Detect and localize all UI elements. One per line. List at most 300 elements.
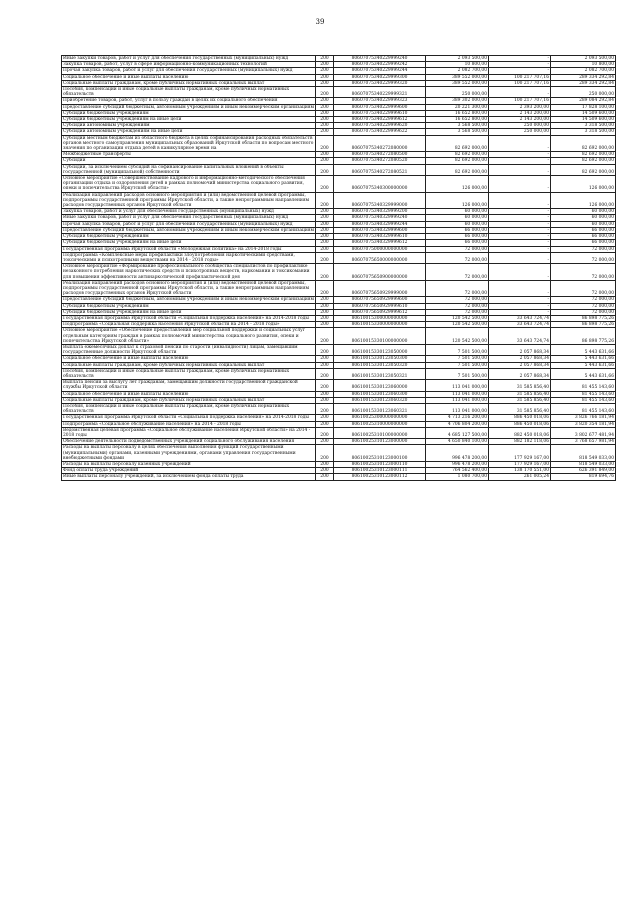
row-approved-amount: 3 568 500,00 (426, 129, 489, 135)
row-code: 200 (316, 104, 334, 110)
row-classification-code: 80610025310123000100 (334, 445, 426, 462)
row-code: 200 (316, 98, 334, 104)
row-executed-amount: 2 143 200,00 (489, 110, 551, 116)
row-name: Субсидии автономным учреждениям (62, 123, 316, 129)
row-unexecuted-amount: 72 000,00 (551, 297, 616, 303)
row-unexecuted-amount: 3 318 500,00 (551, 129, 616, 135)
row-approved-amount: 60 000,00 (426, 221, 489, 227)
row-name: Предоставление субсидий бюджетным, автономным учреждениям и иным некоммерческим организациям (63, 297, 314, 303)
row-approved-amount: 66 000,00 (426, 227, 489, 233)
row-code: 200 (316, 368, 334, 379)
row-executed-amount: 2 393 200,00 (489, 104, 551, 110)
row-code: 200 (316, 135, 334, 152)
row-classification-code: 80607075340229999240 (334, 56, 426, 62)
row-unexecuted-amount: 81 455 143,60 (551, 403, 616, 414)
row-name: Иные закупки товаров, работ и услуг для обеспечения государственных (муниципальных) нужд (62, 56, 316, 62)
row-classification-code: 80607075340229999600 (334, 104, 426, 110)
row-approved-amount: 4 650 840 100,00 (426, 439, 489, 445)
row-name: Выплата пенсии за выслугу лет гражданам, замещавшим должности государственной гражданской службы Иркутской области (62, 380, 316, 391)
row-classification-code: 80610015330123060300 (334, 391, 426, 397)
row-name: Закупка товаров, работ и услуг для обеспечения государственных (муниципальных) нужд (62, 209, 316, 215)
row-code: 200 (316, 427, 334, 438)
row-unexecuted-amount: 66 000,00 (551, 240, 616, 246)
row-approved-amount: 20 221 300,00 (426, 104, 489, 110)
table-row (62, 344, 616, 355)
row-code: 200 (316, 176, 334, 193)
row-executed-amount: 177 929 167,00 (489, 462, 551, 468)
row-unexecuted-amount: 72 000,00 (551, 280, 616, 297)
row-executed-amount: - (489, 56, 551, 62)
row-unexecuted-amount: 72 000,00 (551, 264, 616, 281)
row-name: Подпрограмма «Комплексные меры профилактики злоупотребления наркотическими средствами, токсическими и психотропными веществами на 2014 - 2018 годы» (62, 252, 316, 263)
row-classification-code: 80607075340229999321 (334, 87, 426, 98)
row-name: Государственная программа Иркутской области «Молодежная политика» на 2014-2018 годы (62, 246, 316, 252)
row-approved-amount: 2 093 500,00 (426, 56, 489, 62)
row-name: Основное мероприятие «Совершенствование кадрового и информационно-методического обеспечения организации отдыха и оздоровления детей в рамках полномочий министерства социального развития, опеки и попечительства Иркутской области» (62, 176, 316, 193)
row-classification-code: 80607075340229999323 (334, 98, 426, 104)
row-approved-amount: 72 000,00 (426, 309, 489, 315)
row-approved-amount: 7 501 500,00 (426, 368, 489, 379)
row-unexecuted-amount: 86 898 775,26 (551, 315, 616, 321)
row-unexecuted-amount: 86 898 775,26 (551, 322, 616, 328)
row-classification-code: 80607075000000000000 (334, 246, 426, 252)
row-executed-amount: - (489, 152, 551, 158)
row-approved-amount: 113 041 000,00 (426, 391, 489, 397)
row-executed-amount: 2 143 200,00 (489, 117, 551, 123)
row-classification-code: 80607075340329999610 (334, 234, 426, 240)
row-name: Расходы на выплаты персоналу в целях обеспечения выполнения функций государственными (муниципальными) органами, казенными учреждениями, органами управления государственными внебюджетными фондами (62, 445, 316, 462)
row-classification-code: 80607075340329999200 (334, 209, 426, 215)
row-name: Иные закупки товаров, работ и услуг для обеспечения государственных (муниципальных) нужд (62, 215, 316, 221)
row-code: 200 (316, 264, 334, 281)
row-unexecuted-amount: 289 084 292,84 (551, 98, 616, 104)
row-executed-amount: 250 000,00 (489, 123, 551, 129)
row-code: 200 (316, 297, 334, 303)
row-executed-amount: - (489, 246, 551, 252)
table-row (62, 280, 616, 297)
row-approved-amount: 10 800,00 (426, 62, 489, 68)
row-classification-code: 80607075340329999240 (334, 215, 426, 221)
row-name: Субсидии бюджетным учреждениям на иные цели (62, 309, 316, 315)
row-name: Предоставление субсидий бюджетным, автономным учреждениям и иным некоммерческим организациям (63, 227, 314, 233)
row-executed-amount: 100 217 707,16 (489, 74, 551, 80)
row-classification-code: 80607075340272080520 (334, 158, 426, 164)
row-unexecuted-amount: 72 000,00 (551, 309, 616, 315)
table-row (62, 135, 616, 152)
row-code: 200 (316, 152, 334, 158)
row-approved-amount: 126 000,00 (426, 176, 489, 193)
row-name: Ведомственная целевая программа «Социальное обслуживание населения Иркутской области» на 2014 - 2018 годы (62, 427, 316, 438)
row-classification-code: 80607075340229999610 (334, 110, 426, 116)
row-code: 200 (316, 309, 334, 315)
row-approved-amount: 16 652 800,00 (426, 110, 489, 116)
row-code: 200 (316, 380, 334, 391)
budget-table (61, 55, 616, 481)
row-unexecuted-amount: 81 455 143,60 (551, 397, 616, 403)
row-unexecuted-amount: 60 000,00 (551, 215, 616, 221)
row-code: 200 (316, 356, 334, 362)
table-row (62, 427, 616, 438)
row-classification-code: 80610025310123000000 (334, 439, 426, 445)
row-classification-code: 80607075340229999320 (334, 80, 426, 86)
row-code: 200 (316, 80, 334, 86)
row-name: Пособия, компенсации и иные социальные выплаты гражданам, кроме публичных нормативных обязательств (62, 87, 316, 98)
row-unexecuted-amount: 66 000,00 (551, 234, 616, 240)
row-code: 200 (316, 110, 334, 116)
row-code: 200 (316, 129, 334, 135)
row-name: Субсидии бюджетным учреждениям (62, 234, 316, 240)
row-code: 200 (316, 468, 334, 474)
row-approved-amount: 3 568 500,00 (426, 123, 489, 129)
table-row (62, 87, 616, 98)
row-approved-amount: 113 041 000,00 (426, 403, 489, 414)
row-unexecuted-amount: 82 692 000,00 (551, 135, 616, 152)
row-code: 200 (316, 123, 334, 129)
row-classification-code: 80610025310123000110 (334, 462, 426, 468)
row-executed-amount: - (489, 297, 551, 303)
row-code: 200 (316, 240, 334, 246)
row-code: 200 (316, 209, 334, 215)
row-classification-code: 80607075340272080521 (334, 164, 426, 175)
row-name: Социальные выплаты гражданам, кроме публичных нормативных социальных выплат (62, 397, 316, 403)
row-code: 200 (316, 439, 334, 445)
row-classification-code: 80610015330123050000 (334, 344, 426, 355)
row-unexecuted-amount: 60 000,00 (551, 221, 616, 227)
row-code: 200 (316, 462, 334, 468)
row-name: Социальные выплаты гражданам, кроме публичных нормативных социальных выплат (62, 362, 316, 368)
row-unexecuted-amount: 3 826 766 181,94 (551, 415, 616, 421)
row-approved-amount: 66 000,00 (426, 234, 489, 240)
row-executed-amount: 886 450 018,06 (489, 415, 551, 421)
row-classification-code: 80610015330123050321 (334, 368, 426, 379)
row-name: Социальное обеспечение и иные выплаты населению (62, 356, 316, 362)
row-name: Прочая закупка товаров, работ и услуг для обеспечения государственных (муниципальных) нужд (62, 221, 316, 227)
row-name: Подпрограмма «Социальное обслуживание населения» на 2014 - 2018 годы (62, 421, 316, 427)
row-name: Субсидии бюджетным учреждениям на иные цели (62, 117, 316, 123)
row-name: Социальное обеспечение и иные выплаты населению (62, 391, 316, 397)
row-name: Реализация направлений расходов основного мероприятия и (или) ведомственной целевой программы, подпрограммы государственной программы Иркутской области, а также непрограммным направлениям расходов государственных органов Иркутской области (62, 192, 316, 209)
row-executed-amount: 33 643 724,74 (489, 315, 551, 321)
row-approved-amount: 72 000,00 (426, 297, 489, 303)
row-approved-amount: 126 000,00 (426, 192, 489, 209)
row-unexecuted-amount: 82 692 000,00 (551, 152, 616, 158)
row-code: 200 (316, 280, 334, 297)
row-classification-code: 80610015330123060320 (334, 397, 426, 403)
row-executed-amount: - (489, 264, 551, 281)
row-approved-amount: 82 692 000,00 (426, 152, 489, 158)
row-name: Государственная программа Иркутской области «Социальная поддержка населения» на 2014-2018 годы (62, 315, 316, 321)
row-executed-amount: - (489, 68, 551, 74)
row-name: Обеспечение деятельности подведомственных учреждений социального обслуживания населения (62, 439, 316, 445)
row-name: Подпрограмма «Социальная поддержка населения Иркутской области на 2014 - 2018 годы» (62, 322, 316, 328)
row-unexecuted-amount: 126 000,00 (551, 176, 616, 193)
row-name: Субсидии автономным учреждениям на иные цели (62, 129, 316, 135)
row-code: 200 (316, 158, 334, 164)
row-executed-amount: - (489, 87, 551, 98)
row-classification-code: 80607075650929999000 (334, 280, 426, 297)
row-approved-amount: 82 692 000,00 (426, 164, 489, 175)
row-approved-amount: 4 706 804 200,00 (426, 421, 489, 427)
row-unexecuted-amount: 72 000,00 (551, 303, 616, 309)
row-executed-amount: 882 182 118,06 (489, 439, 551, 445)
row-approved-amount: 72 000,00 (426, 252, 489, 263)
row-executed-amount: 882 450 018,06 (489, 427, 551, 438)
row-executed-amount: 2 057 868,34 (489, 356, 551, 362)
row-unexecuted-amount: 14 509 600,00 (551, 117, 616, 123)
row-classification-code: 80607075340272080500 (334, 152, 426, 158)
row-classification-code: 80607075340229999244 (334, 68, 426, 74)
row-unexecuted-amount: 818 549 033,00 (551, 462, 616, 468)
row-approved-amount: 7 501 500,00 (426, 362, 489, 368)
row-approved-amount: 72 000,00 (426, 264, 489, 281)
row-name: Предоставление субсидий бюджетным, автономным учреждениям и иным некоммерческим организациям (63, 104, 314, 110)
row-name: Основное мероприятие «Обеспечение предоставления мер социальной поддержки и социальных услуг отдельным категориям граждан в рамках полномочий министерства социального развития, опеки и попечительства Иркутской области» (62, 328, 316, 345)
row-executed-amount: 100 217 707,16 (489, 80, 551, 86)
row-unexecuted-amount: 14 509 600,00 (551, 110, 616, 116)
row-approved-amount: 66 000,00 (426, 240, 489, 246)
row-code: 200 (316, 221, 334, 227)
row-executed-amount: - (489, 280, 551, 297)
row-name: Межбюджетные трансферты (62, 152, 316, 158)
table-row (62, 264, 616, 281)
row-classification-code: 80610015330123050320 (334, 362, 426, 368)
row-code: 200 (316, 322, 334, 328)
row-executed-amount: - (489, 158, 551, 164)
row-executed-amount: - (489, 234, 551, 240)
row-classification-code: 80607075340229999620 (334, 123, 426, 129)
row-approved-amount: 120 542 500,00 (426, 328, 489, 345)
table-row (62, 176, 616, 193)
row-executed-amount: 250 000,00 (489, 129, 551, 135)
row-executed-amount: 33 643 724,74 (489, 322, 551, 328)
row-code: 200 (316, 303, 334, 309)
row-name: Расходы на выплаты персоналу казенных учреждений (62, 462, 316, 468)
row-classification-code: 80610025310123000112 (334, 474, 426, 480)
row-classification-code: 80607075650929999612 (334, 309, 426, 315)
row-classification-code: 80610025310000000000 (334, 421, 426, 427)
row-name: Реализация направлений расходов основного мероприятия и (или) ведомственной целевой программы, подпрограммы государственной программы Иркутской области, а также непрограммным направлениям расходов государственных органов Иркутской области (62, 280, 316, 297)
row-unexecuted-amount: 818 549 033,00 (551, 445, 616, 462)
row-approved-amount: 120 542 500,00 (426, 315, 489, 321)
table-row (62, 164, 616, 175)
row-executed-amount: 261 005,24 (489, 474, 551, 480)
row-name: Социальные выплаты гражданам, кроме публичных нормативных социальных выплат (62, 80, 316, 86)
row-unexecuted-amount: 72 000,00 (551, 252, 616, 263)
row-classification-code: 80607075340329999612 (334, 240, 426, 246)
row-unexecuted-amount: 3 318 500,00 (551, 123, 616, 129)
row-executed-amount: 886 450 018,06 (489, 421, 551, 427)
row-unexecuted-amount: 3 802 677 481,94 (551, 427, 616, 438)
table-row (62, 328, 616, 345)
row-classification-code: 80610025300000000000 (334, 415, 426, 421)
row-executed-amount: 31 585 856,40 (489, 391, 551, 397)
row-approved-amount: 1 080 700,00 (426, 474, 489, 480)
row-code: 200 (316, 74, 334, 80)
budget-table-body (62, 56, 616, 481)
table-row (62, 474, 616, 480)
row-name: Субсидии местным бюджетам из областного бюджета в целях софинансирования расходных обязательств органов местного самоуправления муниципальных образований Иркутской области по вопросам местного значения по организации отдыха детей в каникулярное время на (62, 135, 316, 152)
row-code: 200 (316, 246, 334, 252)
row-classification-code: 80610015300000000000 (334, 315, 426, 321)
row-name: Социальное обеспечение и иные выплаты населению (62, 74, 316, 80)
row-name: Основное мероприятие «Формирование профессионального сообщества специалистов по профилактике незаконного потребления наркотических средств и психотропных веществ, наркомании и токсикомании для повышения эффективности антинаркотической профилактической дея (62, 264, 316, 281)
row-classification-code: 80607075340329999244 (334, 221, 426, 227)
row-approved-amount: 72 000,00 (426, 246, 489, 252)
row-classification-code: 80610015330100000000 (334, 328, 426, 345)
row-name: Субсидии бюджетным учреждениям (62, 110, 316, 116)
row-classification-code: 80607075340229999622 (334, 129, 426, 135)
row-unexecuted-amount: 66 000,00 (551, 227, 616, 233)
row-approved-amount: 7 501 500,00 (426, 344, 489, 355)
row-code: 200 (316, 87, 334, 98)
row-code: 200 (316, 403, 334, 414)
row-executed-amount: 177 929 167,00 (489, 445, 551, 462)
row-executed-amount: - (489, 192, 551, 209)
row-approved-amount: 250 000,00 (426, 87, 489, 98)
row-executed-amount: - (489, 209, 551, 215)
row-executed-amount: - (489, 135, 551, 152)
row-code: 200 (316, 344, 334, 355)
row-approved-amount: 72 000,00 (426, 280, 489, 297)
row-executed-amount: 2 057 868,34 (489, 344, 551, 355)
row-name: Выплата ежемесячных доплат к страховой пенсии по старости (инвалидности) лицам, замещавшим государственные должности Иркутской области (62, 344, 316, 355)
row-approved-amount: 60 000,00 (426, 209, 489, 215)
row-classification-code: 80607075650929999610 (334, 303, 426, 309)
row-unexecuted-amount: 72 000,00 (551, 246, 616, 252)
row-executed-amount: 31 585 856,40 (489, 380, 551, 391)
row-executed-amount: 100 217 707,16 (489, 98, 551, 104)
table-row (62, 252, 616, 263)
row-unexecuted-amount: 5 443 631,66 (551, 368, 616, 379)
row-approved-amount: 7 501 500,00 (426, 356, 489, 362)
row-unexecuted-amount: 819 694,76 (551, 474, 616, 480)
row-name: Прочая закупка товаров, работ и услуг для обеспечения государственных (муниципальных) нужд (62, 68, 316, 74)
row-code: 200 (316, 474, 334, 480)
row-name: Субсидии, за исключением субсидий на софинансирование капитальных вложений в объекты государственной (муниципальной) собственности (62, 164, 316, 175)
row-code: 200 (316, 215, 334, 221)
row-approved-amount: 16 652 800,00 (426, 117, 489, 123)
row-approved-amount: 389 302 000,00 (426, 98, 489, 104)
row-executed-amount: - (489, 176, 551, 193)
row-code: 200 (316, 68, 334, 74)
table-row (62, 368, 616, 379)
row-classification-code: 80610025310123000111 (334, 468, 426, 474)
row-unexecuted-amount: 86 898 775,26 (551, 328, 616, 345)
row-unexecuted-amount: 60 000,00 (551, 209, 616, 215)
row-unexecuted-amount: 81 455 143,60 (551, 380, 616, 391)
row-approved-amount: 2 082 700,00 (426, 68, 489, 74)
row-classification-code: 80607075650000000000 (334, 252, 426, 263)
budget-table-container (61, 55, 615, 481)
row-classification-code: 80607075340229999242 (334, 62, 426, 68)
table-row (62, 380, 616, 391)
row-unexecuted-amount: 17 828 100,00 (551, 104, 616, 110)
row-code: 200 (316, 315, 334, 321)
row-classification-code: 80607075340300000000 (334, 176, 426, 193)
row-approved-amount: 4 685 127 500,00 (426, 427, 489, 438)
row-approved-amount: 996 478 200,00 (426, 462, 489, 468)
row-executed-amount: 138 170 551,00 (489, 468, 551, 474)
row-unexecuted-amount: 250 000,00 (551, 87, 616, 98)
row-code: 200 (316, 56, 334, 62)
row-code: 200 (316, 391, 334, 397)
row-approved-amount: 60 000,00 (426, 215, 489, 221)
row-approved-amount: 72 000,00 (426, 303, 489, 309)
row-name: Приобретение товаров, работ, услуг в пользу граждан в целях их социального обеспечения (62, 98, 316, 104)
row-classification-code: 80607075340272080000 (334, 135, 426, 152)
row-unexecuted-amount: 289 334 292,84 (551, 74, 616, 80)
table-row (62, 403, 616, 414)
row-classification-code: 80607075650929999600 (334, 297, 426, 303)
row-unexecuted-amount: 626 391 849,00 (551, 468, 616, 474)
row-classification-code: 80610015330000000000 (334, 322, 426, 328)
row-unexecuted-amount: 2 093 500,00 (551, 56, 616, 62)
row-executed-amount: - (489, 221, 551, 227)
row-executed-amount: - (489, 164, 551, 175)
row-code: 200 (316, 421, 334, 427)
row-code: 200 (316, 164, 334, 175)
row-executed-amount: - (489, 215, 551, 221)
row-classification-code: 80607075340329999000 (334, 192, 426, 209)
row-code: 200 (316, 397, 334, 403)
row-approved-amount: 389 552 000,00 (426, 74, 489, 80)
row-unexecuted-amount: 10 800,00 (551, 62, 616, 68)
row-approved-amount: 113 041 000,00 (426, 397, 489, 403)
row-code: 200 (316, 362, 334, 368)
row-unexecuted-amount: 5 443 631,66 (551, 344, 616, 355)
row-executed-amount: 33 643 724,74 (489, 328, 551, 345)
row-approved-amount: 389 552 000,00 (426, 80, 489, 86)
row-name: Пособия, компенсации и иные социальные выплаты гражданам, кроме публичных нормативных обязательств (62, 403, 316, 414)
row-approved-amount: 82 692 000,00 (426, 158, 489, 164)
row-code: 200 (316, 234, 334, 240)
row-name: Субсидии бюджетным учреждениям на иные цели (62, 240, 316, 246)
row-executed-amount: 2 057 868,34 (489, 368, 551, 379)
row-classification-code: 80610015330123060321 (334, 403, 426, 414)
row-executed-amount: - (489, 227, 551, 233)
row-name: Субсидии (62, 158, 316, 164)
row-code: 200 (316, 117, 334, 123)
row-code: 200 (316, 252, 334, 263)
row-classification-code: 80607075340329999600 (334, 227, 426, 233)
row-executed-amount: 2 057 868,34 (489, 362, 551, 368)
row-approved-amount: 113 041 000,00 (426, 380, 489, 391)
row-executed-amount: 31 585 856,40 (489, 403, 551, 414)
table-row (62, 192, 616, 209)
row-classification-code: 80610025310100000000 (334, 427, 426, 438)
row-unexecuted-amount: 3 820 354 181,94 (551, 421, 616, 427)
row-classification-code: 80610015330123050300 (334, 356, 426, 362)
row-name: Государственная программа Иркутской области «Социальная поддержка населения» на 2014-2018 годы (62, 415, 316, 421)
row-unexecuted-amount: 5 443 631,66 (551, 362, 616, 368)
row-unexecuted-amount: 82 692 000,00 (551, 164, 616, 175)
row-executed-amount: - (489, 309, 551, 315)
row-approved-amount: 82 692 000,00 (426, 135, 489, 152)
row-unexecuted-amount: 5 443 631,66 (551, 356, 616, 362)
row-code: 200 (316, 415, 334, 421)
row-approved-amount: 120 542 500,00 (426, 322, 489, 328)
row-executed-amount: - (489, 252, 551, 263)
row-classification-code: 80607075340229999300 (334, 74, 426, 80)
row-unexecuted-amount: 3 768 657 981,94 (551, 439, 616, 445)
page-number: 39 (315, 18, 325, 26)
row-classification-code: 80610015330123060000 (334, 380, 426, 391)
row-classification-code: 80607075340229999612 (334, 117, 426, 123)
row-approved-amount: 996 478 200,00 (426, 445, 489, 462)
row-code: 200 (316, 192, 334, 209)
row-unexecuted-amount: 82 692 000,00 (551, 158, 616, 164)
row-name: Пособия, компенсации и иные социальные выплаты гражданам, кроме публичных нормативных обязательств (62, 368, 316, 379)
